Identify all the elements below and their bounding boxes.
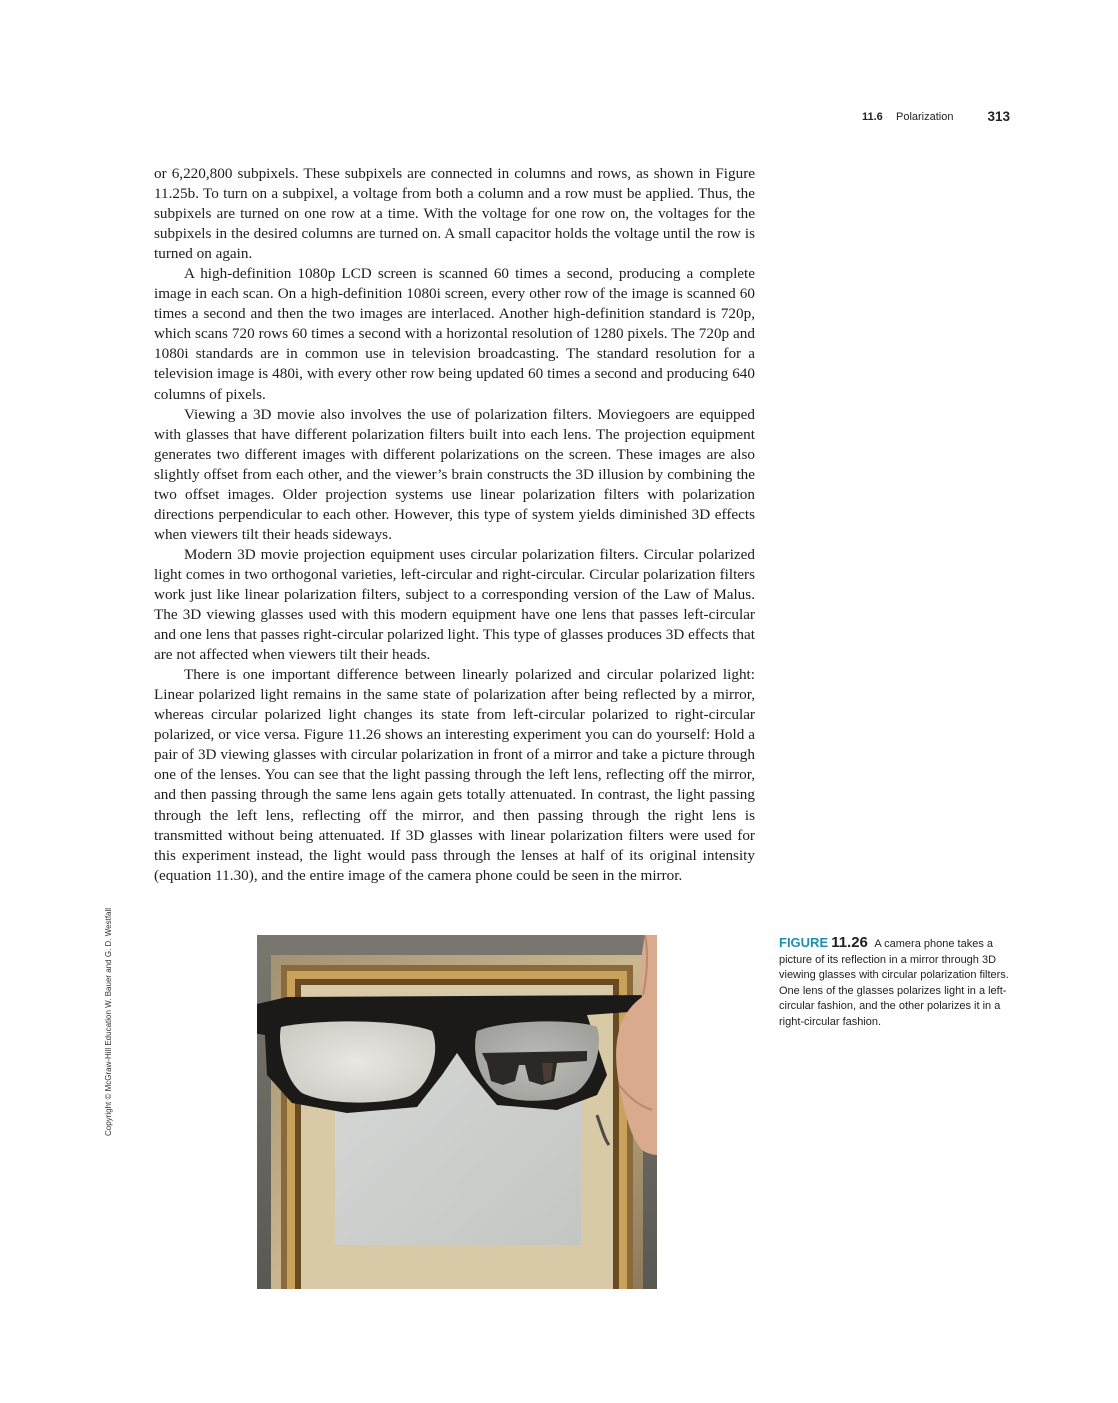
section-title: Polarization (896, 111, 954, 123)
paragraph: There is one important difference between linearly polarized and circular polarized light: Linear polarized light remains in the same state of polarization after being reflected by a mirror, whereas circular polarized light changes its state from left-circular polarized to right-circular polarized, or vice versa. Figure 11.26 shows an interesting experiment you can do yourself: Hold a pair of 3D viewing glasses with circular polarization in front of a mirror and take a picture through one of the lenses. You can see that the light passing through the left lens, reflecting off the mirror, and then passing through the same lens again gets totally attenuated. In contrast, the light passing through the left lens, reflecting off the mirror, and then passing through the right lens is transmitted without being attenuated. If 3D glasses with linear polarization filters were used for this experiment instead, the light would pass through the lenses at half of its original intensity (equation 11.30), and the entire image of the camera phone could be seen in the mirror. (154, 666, 755, 884)
figure-photo (257, 935, 657, 1289)
body-text (154, 164, 755, 886)
page-number: 313 (987, 109, 1010, 124)
paragraph: or 6,220,800 subpixels. These subpixels are connected in columns and rows, as shown in Figure 11.25b. To turn on a subpixel, a voltage from both a column and a row must be applied. Thus, the subpixels are turned on one row at a time. With the voltage for one row on, the voltages for the subpixels in the desired columns are turned on. A small capacitor holds the voltage until the row is turned on again. (154, 165, 755, 263)
figure-caption-text: A camera phone takes a picture of its reflection in a mirror through 3D viewing glasses with circular polarization filters. One lens of the glasses polarizes light in a left-circular fashion, and the other polarizes it in a right-circular fashion. (779, 938, 1009, 1028)
paragraph: Viewing a 3D movie also involves the use of polarization filters. Moviegoers are equipped with glasses that have different polarization filters built into each lens. The projection equipment generates two different images with different polarizations on the screen. These images are also slightly offset from each other, and the viewer’s brain constructs the 3D illusion by combining the two offset images. Older projection systems use linear polarization filters with polarization directions perpendicular to each other. However, this type of system yields diminished 3D effects when viewers tilt their heads sideways. (154, 405, 755, 543)
figure-label: FIGURE (779, 935, 829, 950)
figure-caption (779, 935, 1015, 1031)
figure-number: 11.26 (831, 934, 868, 951)
section-number: 11.6 (862, 111, 883, 123)
copyright-notice: Copyright © McGraw-Hill Education W. Bauer and G. D. Westfall (104, 907, 113, 1136)
mirror-glasses-photo (257, 935, 657, 1289)
paragraph: Modern 3D movie projection equipment uses circular polarization filters. Circular polarized light comes in two orthogonal varieties, left-circular and right-circular. Circular polarization filters work just like linear polarization filters, subject to a corresponding version of the Law of Malus. The 3D viewing glasses used with this modern equipment have one lens that passes left-circular and one lens that passes right-circular polarized light. This type of glasses produces 3D effects that are not affected when viewers tilt their heads. (154, 545, 755, 664)
paragraph: A high-definition 1080p LCD screen is scanned 60 times a second, producing a complete image in each scan. On a high-definition 1080i screen, every other row of the image is scanned 60 times a second and then the two images are interlaced. Another high-definition standard is 720p, which scans 720 rows 60 times a second with a horizontal resolution of 1280 pixels. The 720p and 1080i standards are in common use in television broadcasting. The standard resolution for a television image is 480i, with every other row being updated 60 times a second and producing 640 columns of pixels. (154, 265, 755, 403)
running-head (780, 109, 1012, 127)
